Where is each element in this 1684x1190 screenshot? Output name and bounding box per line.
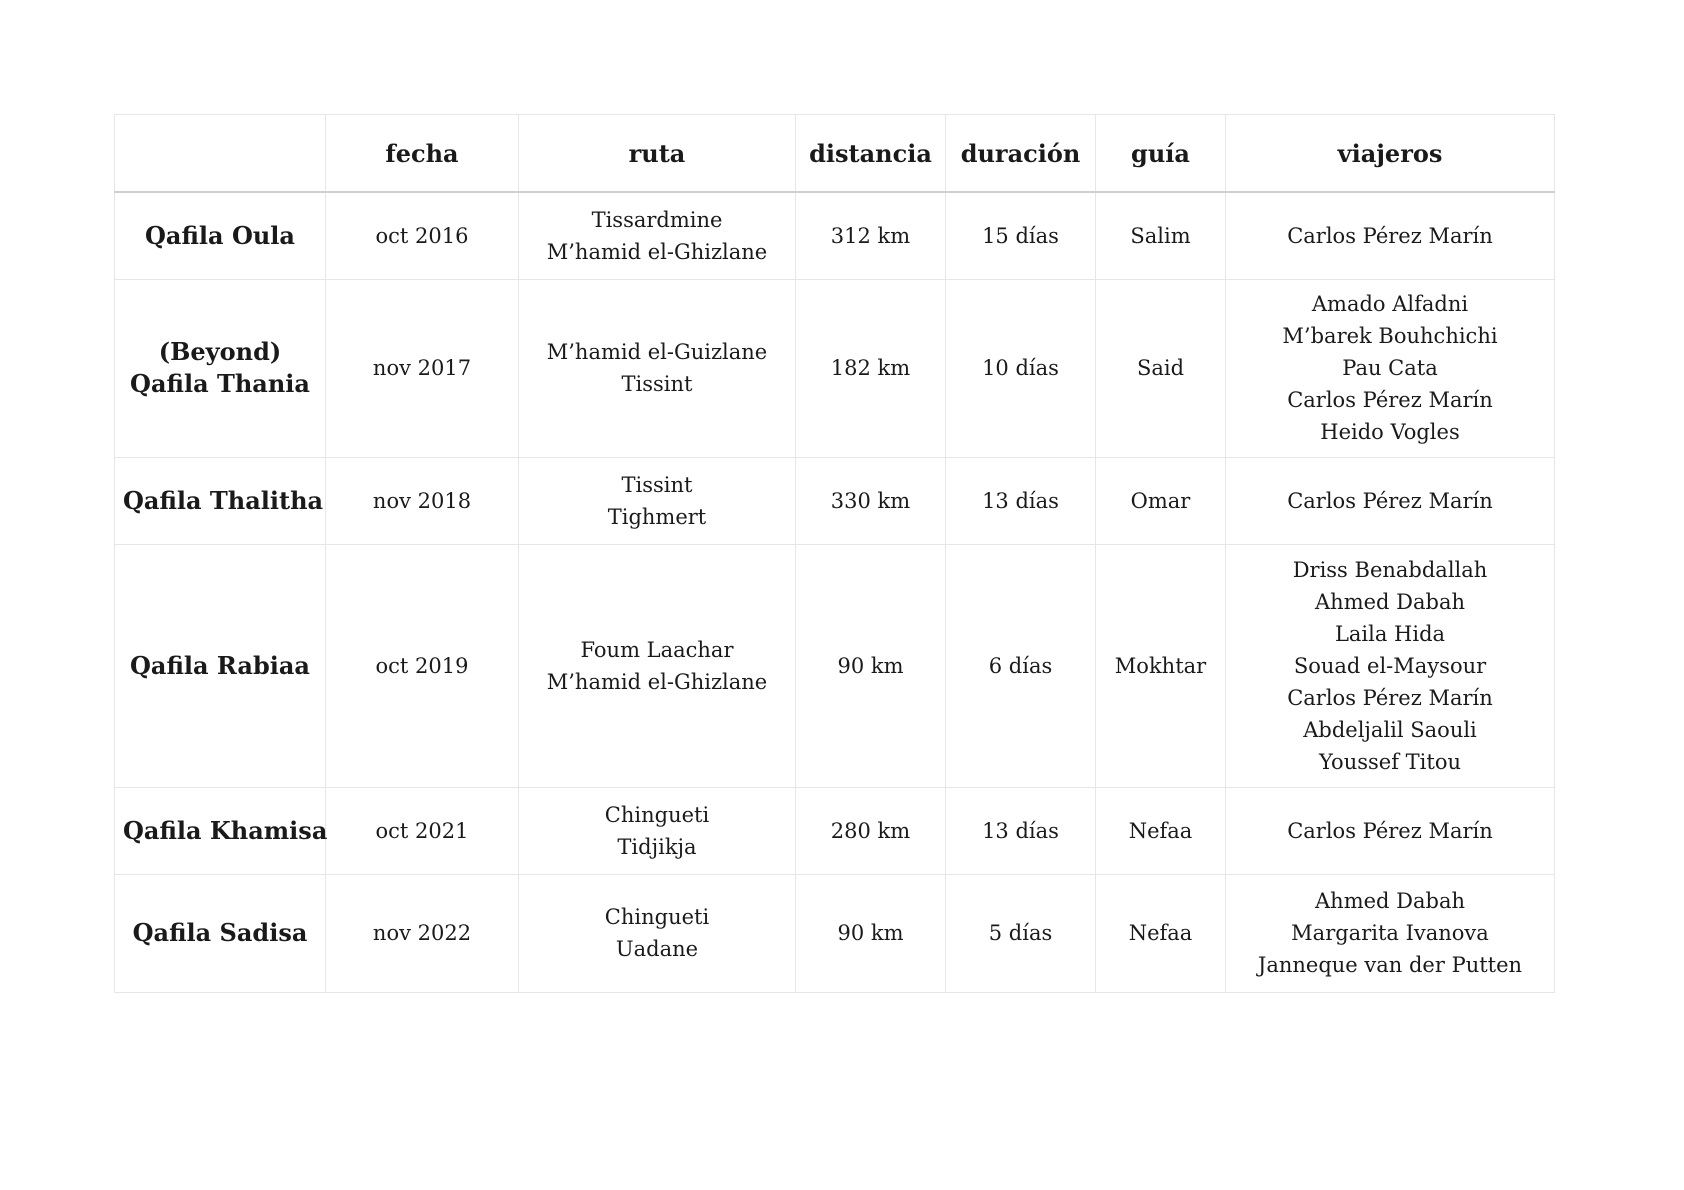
cell-distancia: 90 km	[796, 874, 946, 992]
cell-fecha: nov 2022	[326, 874, 519, 992]
table-row	[115, 874, 1555, 992]
cell-duracion: 15 días	[946, 192, 1096, 279]
header-distancia: distancia	[796, 115, 946, 193]
cell-name	[115, 192, 326, 279]
cell-ruta-line: Tidjikja	[617, 834, 697, 859]
header-ruta: ruta	[519, 115, 796, 193]
cell-guia: Nefaa	[1096, 874, 1226, 992]
cell-viajeros	[1226, 544, 1555, 787]
cell-fecha: oct 2016	[326, 192, 519, 279]
cell-guia: Said	[1096, 279, 1226, 457]
cell-fecha: oct 2021	[326, 787, 519, 874]
cell-duracion: 13 días	[946, 787, 1096, 874]
cell-name	[115, 544, 326, 787]
cell-ruta-line: Tissint	[621, 372, 693, 396]
cell-ruta	[519, 874, 796, 992]
trips-table	[114, 114, 1555, 993]
cell-viajeros-line: Souad el-Maysour	[1293, 653, 1487, 678]
header-fecha: fecha	[326, 115, 519, 193]
cell-viajeros-line: Janneque van der Putten	[1257, 953, 1523, 977]
cell-distancia: 182 km	[796, 279, 946, 457]
cell-viajeros-line: Carlos Pérez Marín	[1287, 488, 1493, 513]
cell-distancia: 90 km	[796, 544, 946, 787]
cell-ruta-line: Tighmert	[607, 504, 707, 529]
cell-viajeros-line: Amado Alfadni	[1311, 292, 1469, 316]
table-row	[115, 192, 1555, 279]
cell-duracion: 10 días	[946, 279, 1096, 457]
cell-viajeros-line: Heido Vogles	[1320, 420, 1460, 444]
cell-name	[115, 874, 326, 992]
cell-ruta-line: Tissint	[621, 472, 693, 497]
cell-viajeros-line: Abdeljalil Saouli	[1303, 717, 1477, 742]
cell-ruta-line: M’hamid el-Ghizlane	[546, 669, 768, 694]
cell-viajeros-line: Ahmed Dabah	[1315, 589, 1465, 614]
cell-viajeros	[1226, 192, 1555, 279]
cell-ruta	[519, 787, 796, 874]
cell-viajeros-line: Margarita Ivanova	[1291, 921, 1489, 945]
cell-ruta	[519, 192, 796, 279]
cell-viajeros-line: Carlos Pérez Marín	[1287, 388, 1493, 412]
cell-fecha: oct 2019	[326, 544, 519, 787]
cell-fecha: nov 2017	[326, 279, 519, 457]
cell-guia: Mokhtar	[1096, 544, 1226, 787]
table-row	[115, 457, 1555, 544]
cell-ruta-line: Uadane	[615, 937, 699, 961]
cell-name-line: Qafila Rabiaa	[130, 650, 310, 680]
table-row	[115, 787, 1555, 874]
cell-viajeros-line: Carlos Pérez Marín	[1287, 685, 1493, 710]
cell-viajeros-line: M’barek Bouhchichi	[1282, 324, 1498, 348]
cell-name	[115, 279, 326, 457]
header-viajeros: viajeros	[1226, 115, 1555, 193]
cell-duracion: 5 días	[946, 874, 1096, 992]
cell-distancia: 330 km	[796, 457, 946, 544]
cell-ruta-line: M’hamid el-Guizlane	[546, 340, 768, 364]
cell-ruta-line: Chingueti	[604, 905, 710, 929]
cell-viajeros	[1226, 787, 1555, 874]
table-row	[115, 544, 1555, 787]
cell-viajeros	[1226, 279, 1555, 457]
cell-ruta	[519, 457, 796, 544]
cell-viajeros-line: Driss Benabdallah	[1292, 557, 1488, 582]
cell-name-line: Qafila Oula	[145, 220, 295, 250]
cell-ruta	[519, 279, 796, 457]
cell-distancia: 280 km	[796, 787, 946, 874]
cell-name	[115, 457, 326, 544]
cell-guia: Nefaa	[1096, 787, 1226, 874]
cell-name	[115, 787, 326, 874]
cell-viajeros-line: Carlos Pérez Marín	[1287, 818, 1493, 843]
cell-ruta-line: Chingueti	[604, 802, 710, 827]
cell-distancia: 312 km	[796, 192, 946, 279]
table-body	[115, 192, 1555, 992]
cell-ruta-line: M’hamid el-Ghizlane	[546, 239, 768, 264]
cell-name-line: Qafila Thalitha	[123, 485, 324, 515]
cell-guia: Omar	[1096, 457, 1226, 544]
cell-viajeros	[1226, 457, 1555, 544]
header-guia: guía	[1096, 115, 1226, 193]
header-duracion: duración	[946, 115, 1096, 193]
cell-viajeros-line: Pau Cata	[1342, 356, 1438, 380]
table-row	[115, 279, 1555, 457]
cell-name-line: (Beyond)	[158, 337, 282, 366]
cell-name-line: Qafila Khamisa	[123, 815, 328, 845]
cell-viajeros	[1226, 874, 1555, 992]
cell-viajeros-line: Youssef Titou	[1319, 749, 1461, 774]
cell-viajeros-line: Laila Hida	[1334, 621, 1446, 646]
cell-name-line: Qafila Thania	[130, 369, 310, 398]
cell-guia: Salim	[1096, 192, 1226, 279]
cell-name-line: Qafila Sadisa	[132, 918, 308, 947]
header-row	[115, 115, 1555, 193]
cell-ruta-line: Foum Laachar	[580, 637, 734, 662]
cell-viajeros-line: Carlos Pérez Marín	[1287, 223, 1493, 248]
cell-duracion: 6 días	[946, 544, 1096, 787]
cell-viajeros-line: Ahmed Dabah	[1315, 889, 1465, 913]
header-name	[115, 115, 326, 193]
cell-duracion: 13 días	[946, 457, 1096, 544]
cell-ruta-line: Tissardmine	[591, 207, 723, 232]
cell-fecha: nov 2018	[326, 457, 519, 544]
cell-ruta	[519, 544, 796, 787]
